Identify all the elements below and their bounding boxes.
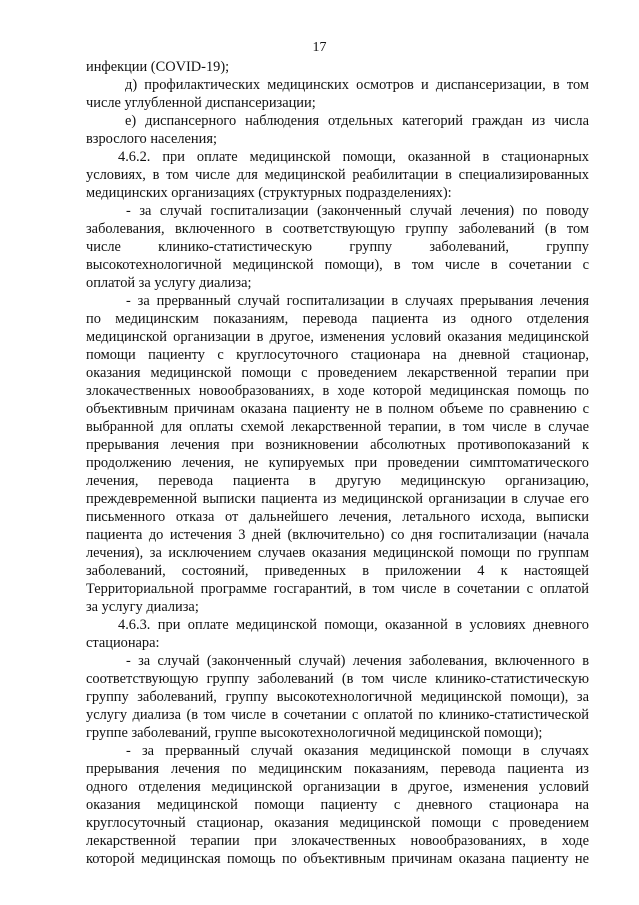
text-line: оплатой за услугу диализа; [86,275,252,291]
text-line: лечения, перевода пациента в другую медицинскую организацию, [86,473,589,489]
text-line: инфекции (COVID-19); [86,59,230,75]
text-line: условиях, в том числе для медицинской реабилитации в специализированных [86,167,589,183]
text-line: заболеваний, состояний, приведенных в приложении 4 к настоящей [86,563,589,579]
text-line: числе клинико-статистическую группу заболеваний, группу [86,239,589,255]
text-line: по медицинским показаниям, перевода пациента из одного отделения [86,311,589,327]
page-number: 17 [312,40,327,55]
text-line: стационара: [86,635,160,651]
text-line: медицинских организациях (структурных подразделениях): [86,185,452,201]
document-body [86,58,589,868]
text-line: - за прерванный случай оказания медицинской помощи в случаях [126,743,589,759]
text-line: группе заболеваний, группе высокотехнологичной медицинской помощи); [86,725,543,741]
text-line: медицинской организации в другое, изменения условий оказания медицинской [86,329,589,345]
text-line: группу заболеваний, группу высокотехнологичной медицинской помощи), за [86,689,589,705]
text-line: выбранной для оплаты схемой лекарственной терапии, в том числе в случае [86,419,589,435]
text-line: лекарственной терапии при злокачественных новообразованиях, в ходе [86,833,589,849]
text-line: - за случай госпитализации (законченный случай лечения) по поводу [126,203,589,219]
text-line: которой медицинская помощь по объективным причинам оказана пациенту не [86,851,589,867]
text-line: - за случай (законченный случай) лечения заболевания, включенного в [126,653,589,669]
text-line: оказания медицинской помощи пациенту с дневного стационара на [86,797,589,813]
text-line: числе углубленной диспансеризации; [86,95,316,111]
text-line: письменного отказа от дальнейшего лечения, летального исхода, выписки [86,509,589,525]
text-line: одного отделения медицинской организации в другое, изменения условий [86,779,589,795]
text-line: продолжению лечения, не купируемых при проведении симптоматического [86,455,589,471]
text-line: злокачественных новообразованиях, в ходе которой медицинская помощь по [86,383,589,399]
text-line: е) диспансерного наблюдения отдельных категорий граждан из числа [125,113,589,129]
text-line: за услугу диализа; [86,599,199,615]
text-line: прерывания лечения по медицинским показаниям, перевода пациента из [86,761,589,777]
text-line: - за прерванный случай госпитализации в случаях прерывания лечения [126,293,589,309]
text-line: высокотехнологичной медицинской помощи), в том числе в сочетании с [86,257,589,273]
text-line: 4.6.3. при оплате медицинской помощи, оказанной в условиях дневного [118,617,589,633]
text-line: д) профилактических медицинских осмотров и диспансеризации, в том [125,77,589,93]
text-line: пациента до истечения 3 дней (включительно) со дня госпитализации (начала [86,527,589,543]
text-line: взрослого населения; [86,131,217,147]
text-line: прерывания лечения при возникновении абсолютных противопоказаний к [86,437,589,453]
text-line: соответствующую группу заболеваний (в том числе клинико-статистическую [86,671,589,687]
text-line: помощи пациенту с круглосуточного стационара на дневной стационар, [86,347,589,363]
text-line: лечения), за исключением случаев оказания медицинской помощи по группам [86,545,589,561]
text-line: заболевания, включенного в соответствующую группу заболеваний (в том [86,221,589,237]
text-line: оказания медицинской помощи с проведением лекарственной терапии при [86,365,589,381]
text-line: Территориальной программе госгарантий, в том числе в сочетании с оплатой [86,581,589,597]
text-line: круглосуточный стационар, оказания медицинской помощи с проведением [86,815,589,831]
text-line: 4.6.2. при оплате медицинской помощи, оказанной в стационарных [118,149,589,165]
text-line: объективным причинам оказана пациенту не в полном объеме по сравнению с [86,401,589,417]
text-line: услугу диализа (в том числе в сочетании с оплатой по клинико-статистической [86,707,589,723]
text-line: преждевременной выписки пациента из медицинской организации в случае его [86,491,589,507]
